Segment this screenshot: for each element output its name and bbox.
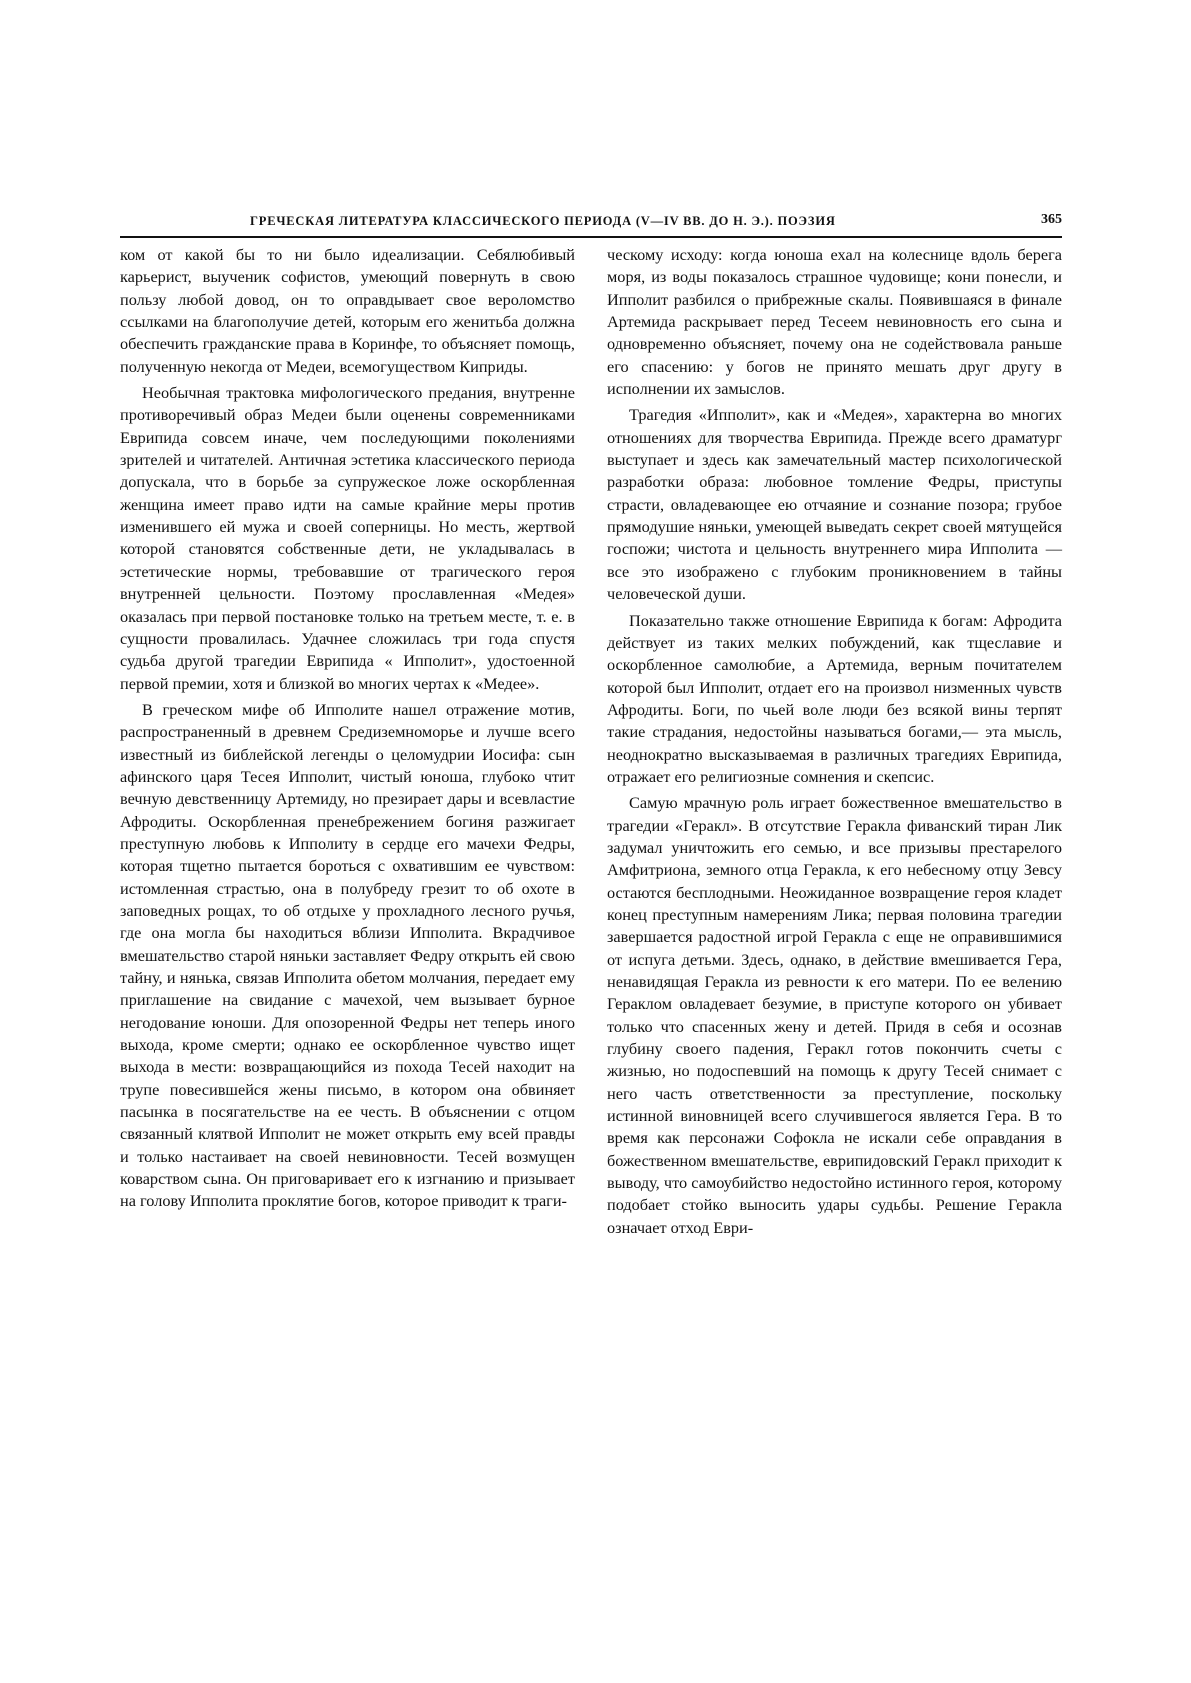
paragraph: Необычная трактовка мифологического предания, внутренне противоречивый образ Медеи были оценены современниками Еврипида совсем иначе, чем последующими поколениями зрителей и читателей. Античная эстетика классического периода допускала, что в борьбе за супружеское ложе оскорбленная женщина имеет право идти на самые крайние меры против изменившего ей мужа и своей соперницы. Но месть, жертвой которой становятся собственные дети, не укладывалась в эстетические нормы, требовавшие от трагического героя внутренней цельности. Поэтому прославленная «Медея» оказалась при первой постановке только на третьем месте, т. е. в сущности провалилась. Удачнее сложилась три года спустя судьба другой трагедии Еврипида « Ипполит», удостоенной первой премии, хотя и близкой во многих чертах к «Медее». [120,383,575,693]
paragraph: ком от какой бы то ни было идеализации. Себялюбивый карьерист, выученик софистов, умеющий повернуть в свою пользу любой довод, он то оправдывает свое вероломство ссылками на благополучие детей, которым его женитьба должна обеспечить гражданские права в Коринфе, то объясняет помощь, полученную некогда от Медеи, всемогуществом Киприды. [120,245,575,376]
paragraph: Показательно также отношение Еврипида к богам: Афродита действует из таких мелких побуждений, как тщеславие и оскорбленное самолюбие, а Артемида, верным почитателем которой был Ипполит, отдает его на произвол низменных чувств Афродиты. Боги, по чьей воле люди без всякой вины терпят такие страдания, недостойны называться богами,— эта мысль, неоднократно высказываемая в различных трагедиях Еврипида, отражает его религиозные сомнения и скепсис. [607,610,1062,786]
paragraph: В греческом мифе об Ипполите нашел отражение мотив, распространенный в древнем Средиземноморье и лучше всего известный из библейской легенды о целомудрии Иосифа: сын афинского царя Тесея Ипполит, чистый юноша, глубоко чтит вечную девственницу Артемиду, но презирает дары и всевластие Афродиты. Оскорбленная пренебрежением богиня разжигает преступную любовь к Ипполиту в сердце его мачехи Федры, которая тщетно пытается бороться с охватившим ее чувством: истомленная страстью, она в полубреду грезит то об охоте в заповедных рощах, то об отдыхе у прохладного лесного ручья, где она могла бы находиться вблизи Ипполита. Вкрадчивое вмешательство старой няньки заставляет Федру открыть ей свою тайну, и нянька, связав Ипполита обетом молчания, передает ему приглашение на свидание с мачехой, чем вызывает бурное негодование юноши. Для опозоренной Федры нет теперь иного выхода, кроме смерти; однако ее оскорбленное чувство ищет выхода в мести: возвращающийся из похода Тесей находит на трупе повесившейся жены письмо, в котором она обвиняет пасынка в посягательстве на ее честь. В объяснении с отцом связанный клятвой Ипполит не может открыть ему всей правды и только настаивает на своей невиновности. Тесей возмущен коварством сына. Он приговаривает его к изгнанию и призывает на голову Ипполита проклятие богов, которое приводит к траги- [120,699,575,1211]
text-columns [120,244,1062,1239]
paragraph: Самую мрачную роль играет божественное вмешательство в трагедии «Геракл». В отсутствие Геракла фиванский тиран Лик задумал уничтожить его семью, и все призывы престарелого Амфитриона, земного отца Геракла, к его небесному отцу Зевсу остаются бесплодными. Неожиданное возвращение героя кладет конец преступным намерениям Лика; первая половина трагедии завершается радостной игрой Геракла с еще не оправившимися от испуга детьми. Здесь, однако, в действие вмешивается Гера, ненавидящая Геракла из ревности к его матери. По ее велению Гераклом овладевает безумие, в приступе которого он убивает только что спасенных жену и детей. Придя в себя и осознав глубину своего падения, Геракл готов покончить счеты с жизнью, но подоспевший на помощь к другу Тесей снимает с него часть ответственности за преступление, поскольку истинной виновницей всего случившегося является Гера. В то время как персонажи Софокла не искали себе оправдания в божественном вмешательстве, еврипидовский Геракл приходит к выводу, что самоубийство недостойно истинного героя, которому подобает стойко выносить удары судьбы. Решение Геракла означает отход Еври- [607,793,1062,1237]
right-column [607,244,1062,1239]
paragraph: ческому исходу: когда юноша ехал на колеснице вдоль берега моря, из воды показалось страшное чудовище; кони понесли, и Ипполит разбился о прибрежные скалы. Появившаяся в финале Артемида раскрывает перед Тесеем невиновность его сына и одновременно объясняет, почему она не содействовала раньше его спасению: у богов не принято мешать друг другу в исполнении их замыслов. [607,245,1062,399]
left-column [120,244,575,1239]
page-number: 365 [1041,212,1062,227]
book-page [120,210,1062,1237]
running-title: ГРЕЧЕСКАЯ ЛИТЕРАТУРА КЛАССИЧЕСКОГО ПЕРИОДА (V—IV ВВ. ДО Н. Э.). ПОЭЗИЯ [250,214,836,228]
paragraph: Трагедия «Ипполит», как и «Медея», характерна во многих отношениях для творчества Еврипида. Прежде всего драматург выступает и здесь как замечательный мастер психологической разработки образа: любовное томление Федры, приступы страсти, овладевающее ею отчаяние и сознание позора; грубое прямодушие няньки, умеющей выведать секрет своей мятущейся госпожи; чистота и цельность внутреннего мира Ипполита — все это изображено с глубоким проникновением в тайны человеческой души. [607,405,1062,604]
running-head [120,210,1062,238]
